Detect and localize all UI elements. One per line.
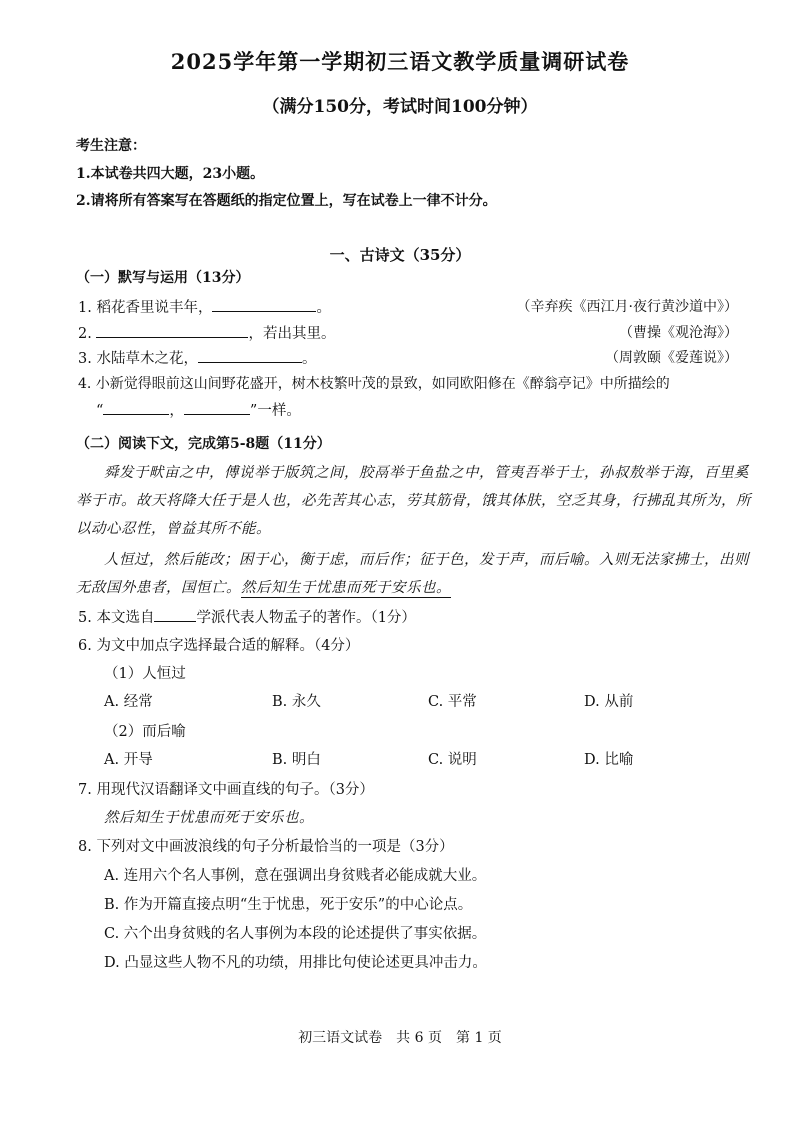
question-7-sentence: 然后知生于忧患而死于安乐也。 <box>104 810 314 826</box>
question-6-sub1-option-c[interactable]: C. 平常 <box>428 694 477 710</box>
question-7-text: 用现代汉语翻译文中画直线的句子。（3分） <box>96 782 374 798</box>
question-8-text: 下列对文中画波浪线的句子分析最恰当的一项是（3分） <box>96 839 454 855</box>
passage-p1-line2: 举于市。故天将降大任于是人也，必先苦其心志，劳其筋骨，饿其体肤，空乏其身，行拂乱其所为，所 <box>76 493 751 509</box>
question-4-close: ”一样。 <box>249 403 301 419</box>
passage-p1-line1: 舜发于畎亩之中，傅说举于版筑之间，胶鬲举于鱼盐之中，管夷吾举于士，孙叔敖举于海，百里奚 <box>104 465 749 481</box>
passage-p2-line2 <box>76 576 451 597</box>
question-5-pre: 本文选自 <box>96 610 155 626</box>
question-8 <box>78 835 454 856</box>
question-4-blank-2[interactable] <box>184 400 250 415</box>
question-3 <box>78 347 316 368</box>
question-1-post: 。 <box>316 300 331 316</box>
question-4-line1 <box>78 373 670 393</box>
notice-item-1: 1.本试卷共四大题，23小题。 <box>76 166 265 182</box>
question-4-open-quote: “ <box>96 403 104 419</box>
question-6-sub1-option-a[interactable]: A. 经常 <box>104 694 153 710</box>
question-8-number: 8. <box>78 839 92 855</box>
passage-p1-line3: 以动心忍性，曾益其所不能。 <box>76 521 271 537</box>
passage-p2-line2-a: 无敌国外患者，国恒亡。 <box>76 580 241 596</box>
question-6-number: 6. <box>78 638 92 654</box>
question-3-pre: 水陆草木之花， <box>96 351 198 367</box>
question-1-number: 1. <box>78 300 92 316</box>
passage-p2-line1: 人恒过，然后能改；困于心，衡于虑，而后作；征于色，发于声，而后喻。入则无法家拂士，出则 <box>104 552 749 568</box>
question-4-text: 小新觉得眼前这山间野花盛开，树木枝繁叶茂的景致，如同欧阳修在《醉翁亭记》中所描绘的 <box>95 376 670 392</box>
question-2-blank[interactable] <box>96 323 248 338</box>
question-8-option-d[interactable]: D. 凸显这些人物不凡的功绩，用排比句使论述更具冲击力。 <box>104 955 487 971</box>
question-1 <box>78 296 331 317</box>
question-6-sub2-option-c[interactable]: C. 说明 <box>428 752 477 768</box>
question-3-number: 3. <box>78 351 92 367</box>
question-4-number: 4. <box>78 376 92 392</box>
part-1-heading: （一）默写与运用（13分） <box>76 270 250 286</box>
question-6-sub1-option-b[interactable]: B. 永久 <box>272 694 321 710</box>
notice-heading: 考生注意： <box>76 138 146 154</box>
question-2-number: 2. <box>78 326 92 342</box>
question-2 <box>78 322 335 343</box>
question-7 <box>78 778 374 799</box>
section-1-heading: 一、古诗文（35分） <box>329 246 471 264</box>
page-title: 2025学年第一学期初三语文教学质量调研试卷 <box>170 49 630 74</box>
question-5 <box>78 606 416 627</box>
question-5-number: 5. <box>78 610 92 626</box>
question-7-number: 7. <box>78 782 92 798</box>
question-6-sub2-option-a[interactable]: A. 开导 <box>104 752 153 768</box>
passage-underlined-sentence: 然后知生于忧患而死于安乐也。 <box>241 580 451 596</box>
question-1-pre: 稻花香里说丰年， <box>96 300 213 316</box>
question-6 <box>78 634 359 655</box>
question-8-option-b[interactable]: B. 作为开篇直接点明“生于忧患，死于安乐”的中心论点。 <box>104 897 473 913</box>
question-6-sub1-option-d[interactable]: D. 从前 <box>584 694 634 710</box>
question-8-option-c[interactable]: C. 六个出身贫贱的名人事例为本段的论述提供了事实依据。 <box>104 926 487 942</box>
question-6-text: 为文中加点字选择最合适的解释。（4分） <box>96 638 360 654</box>
page-subtitle: （满分150分，考试时间100分钟） <box>262 97 538 117</box>
question-2-post: ，若出其里。 <box>248 326 336 342</box>
question-4-comma: ， <box>169 403 184 419</box>
question-6-sub2-option-d[interactable]: D. 比喻 <box>584 752 634 768</box>
question-5-blank[interactable] <box>154 607 196 622</box>
question-1-blank[interactable] <box>212 297 316 312</box>
question-8-option-a[interactable]: A. 连用六个名人事例，意在强调出身贫贱者必能成就大业。 <box>104 868 487 884</box>
question-3-post: 。 <box>301 351 317 367</box>
question-6-sub2-label: （2）而后喻 <box>104 724 186 740</box>
question-5-post: 学派代表人物孟子的著作。（1分） <box>196 610 416 626</box>
question-4-line2 <box>96 399 301 420</box>
question-3-source: （周敦颐《爱莲说》） <box>605 350 738 366</box>
question-2-source: （曹操《观沧海》） <box>619 325 738 341</box>
question-6-sub1-label: （1）人恒过 <box>104 666 186 682</box>
question-3-blank[interactable] <box>198 348 302 363</box>
page-footer: 初三语文试卷 共 6 页 第 1 页 <box>298 1030 502 1046</box>
notice-item-2: 2.请将所有答案写在答题纸的指定位置上，写在试卷上一律不计分。 <box>76 193 497 209</box>
question-4-blank-1[interactable] <box>103 400 169 415</box>
part-2-heading: （二）阅读下文，完成第5-8题（11分） <box>76 436 331 452</box>
question-1-source: （辛弃疾《西江月·夜行黄沙道中》） <box>516 299 738 315</box>
question-6-sub2-option-b[interactable]: B. 明白 <box>272 752 321 768</box>
